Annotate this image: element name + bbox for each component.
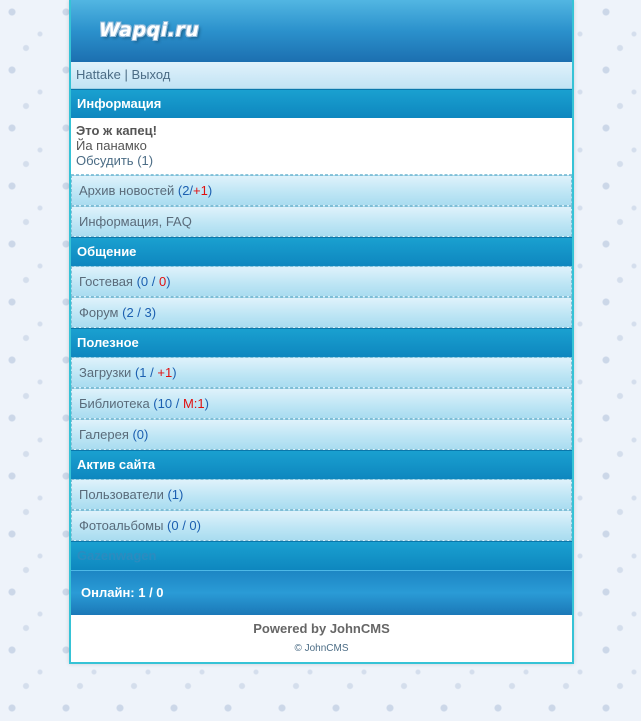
count-close: ) [207,183,213,198]
menu-item-label: Фотоальбомы [79,518,164,533]
section-useful-title: Полезное [71,328,572,357]
count-close: ) [172,365,177,380]
news-block [71,118,572,175]
menu-item-downloads[interactable] [71,357,572,388]
count-new: 0 [159,274,167,289]
news-text: Йа панамко [76,138,147,153]
menu-item-label: Галерея [79,427,129,442]
section-communication-title: Общение [71,237,572,266]
userbar-separator: | [124,67,128,82]
menu-item-label: Загрузки [79,365,132,380]
count-value: 10 [157,396,173,411]
count-separator: / [189,183,194,198]
menu-item-label: Архив новостей [79,183,175,198]
count-close: ) [204,396,209,411]
menu-item-photoalbums[interactable] [71,510,572,541]
menu-item-faq[interactable] [71,206,572,237]
count-open: ( [174,183,183,198]
user-bar [71,62,572,89]
menu-item-forum[interactable] [71,297,572,328]
count-value: (0 / 0) [163,518,201,533]
count-value: (1) [163,487,184,502]
section-info-title: Информация [71,89,572,118]
footer [71,615,572,654]
page-container [69,0,574,664]
logout-link[interactable]: Выход [131,67,171,82]
menu-item-users[interactable] [71,479,572,510]
site-logo[interactable]: Wapqi.ru [99,19,200,41]
discuss-count: (1) [137,153,154,168]
count-open: ( [131,365,140,380]
powered-by: Powered by JohnCMS [253,621,390,636]
count-separator: / [148,274,159,289]
menu-item-label: Библиотека [79,396,150,411]
count-new: +1 [193,183,208,198]
news-title: Это ж капец! [76,123,157,138]
username-link[interactable]: Hattake [76,67,121,82]
menu-item-guestbook[interactable] [71,266,572,297]
news-discuss [76,153,567,168]
copyright-link[interactable]: © JohnCMS [294,643,349,654]
count-value: 1 [139,365,147,380]
count-value: (0) [128,427,149,442]
section-activity-title: Актив сайта [71,450,572,479]
gazenwagen-link[interactable]: Gazenwagen [71,541,572,570]
count-open: ( [149,396,158,411]
menu-item-label: Информация, FAQ [79,214,192,229]
discuss-link[interactable]: Обсудить [76,153,134,168]
count-moderation: М:1 [182,396,205,411]
count-open: ( [132,274,141,289]
count-value: (2 / 3) [118,305,157,320]
menu-item-label: Пользователи [79,487,164,502]
menu-item-news-archive[interactable] [71,175,572,206]
count-close: ) [166,274,171,289]
menu-item-library[interactable] [71,388,572,419]
online-counter[interactable]: Онлайн: 1 / 0 [71,570,572,615]
count-value: 0 [140,274,149,289]
site-header [71,0,572,62]
count-new: +1 [157,365,173,380]
count-separator: / [146,365,158,380]
count-separator: / [172,396,183,411]
menu-item-label: Форум [79,305,119,320]
menu-item-label: Гостевая [79,274,133,289]
count-value: 2 [182,183,190,198]
menu-item-gallery[interactable] [71,419,572,450]
